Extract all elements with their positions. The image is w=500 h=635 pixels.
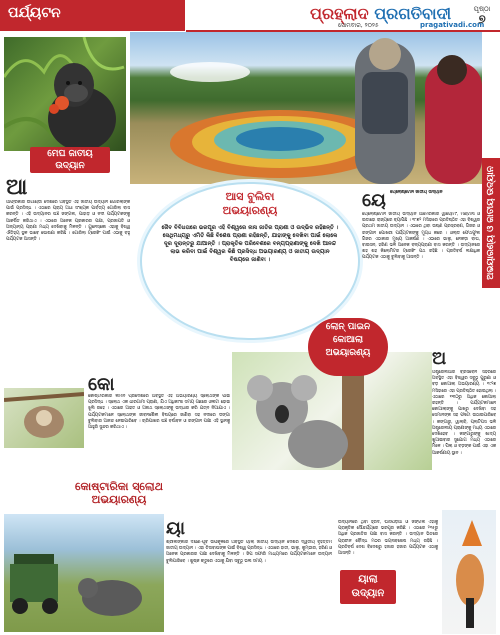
gorilla-label-line2: ଉଦ୍ୟାନ	[55, 161, 85, 171]
hoopoe-illustration	[442, 510, 496, 634]
sloth-headline-line1: କୋଷ୍ଟାରିକା ସ୍ଲୋଥ	[75, 480, 163, 493]
page-number-box	[470, 4, 494, 24]
hoopoe-bird-photo	[442, 510, 496, 634]
sloth-headline	[4, 480, 234, 506]
koala-label-line1: ଲୋନ୍ ପାଇନ	[325, 322, 371, 332]
yala-dropcap: ୟା	[166, 518, 185, 539]
website-url[interactable]: pragativadi.com	[420, 21, 485, 29]
yala-label-line1: ୟାଲା	[358, 574, 378, 585]
safari-illustration	[4, 514, 164, 632]
yellowstone-dropcap: ୟେ	[362, 190, 386, 211]
main-headline	[190, 190, 310, 218]
page-number: ୭	[478, 12, 486, 26]
headline-line1: ଆସ ବୁଲିବା	[225, 190, 275, 203]
koala-article-text: ଅଷ୍ଟ୍ରେଲିଆର ବ୍ରିସବେନ ସହରରେ ଅବସ୍ଥିତ ଏହା ବିଶ୍ୱର ସବୁଠୁ ପୁରୁଣା ଓ ବଡ଼ କୋଆଲା ଅଭୟାରଣ୍ୟ । ୧୯୨୭ ମସିହାରେ ଏହା ପ୍ରତିଷ୍ଠିତ ହୋଇଥିଲା । ଏଠାରେ ୧୩୦ରୁ ଅଧିକ କୋଆଲା ରହନ୍ତି । ପର୍ଯ୍ୟଟକମାନେ କୋଆଲାଙ୍କୁ ପାଖରୁ ଦେଖିବା ସହ ସେମାନଙ୍କ ସହ ଫଟୋ ଉଠାଇପାରିବେ । କଙ୍ଗାରୁ, ୱାଲାବି, ପ୍ଲାଟିପସ ଭଳି ଅଷ୍ଟ୍ରେଲୀୟ ପ୍ରାଣୀଙ୍କୁ ମଧ୍ୟ ଏଠାରେ ଦେଖିହେବ । କଙ୍ଗାରୁଙ୍କୁ ଖାଦ୍ୟ ଖୁଆଇବାର ସୁଯୋଗ ମଧ୍ୟ ଏଠାରେ ମିଳେ । ପିଲା ଓ ବଡ଼ଙ୍କ ପାଇଁ ଏହା ଏକ ଆକର୍ଷଣୀୟ ସ୍ଥାନ ।	[432, 370, 496, 456]
yala-photo	[4, 514, 164, 632]
sloth-illustration	[4, 388, 84, 448]
yellowstone-photo	[130, 32, 482, 184]
page-label: ପୃଷ୍ଠା	[473, 5, 491, 13]
intro-text: ଜୈବ ବିବିଧତାରେ ଭରପୂର ଏହି ବିଶ୍ୱରେ ନାନା ଜାତିର ପ୍ରାଣୀ ଓ ଉଦ୍ଭିଦ ରହିଛନ୍ତି । ସେଥିମଧ୍ୟରୁ ଏମିତି କିଛି ବିଶେଷ ପ୍ରାଣୀ ରହିଛନ୍ତି, ଯାହାଙ୍କୁ ଦେଖିବା ପାଇଁ ଲୋକେ ଦୂର ଦୂରାନ୍ତରୁ ଯାଆନ୍ତି । ପ୍ରାକୃତିକ ପରିବେଶରେ ବନ୍ୟପ୍ରାଣୀଙ୍କୁ ଦେଖି ଆନନ୍ଦ ଲାଭ କରିବା ପାଇଁ ବିଶ୍ୱର କିଛି ପ୍ରସିଦ୍ଧ ଅଭୟାରଣ୍ୟ ଓ ଜାତୀୟ ଉଦ୍ୟାନ ବିଷୟରେ ଜାଣିବା ।	[161, 225, 339, 263]
sloth-headline-line2: ଅଭୟାରଣ୍ୟ	[91, 493, 147, 506]
gorilla-label	[30, 147, 110, 173]
issue-date: ସୋମବାର, ୨୦୨୫	[338, 22, 379, 29]
koala-label-line2: କୋଆଲା	[333, 335, 363, 345]
gorilla-label-line1: ମେଘ ଜାତୀୟ	[47, 149, 93, 159]
sloth-article-text: କୋଷ୍ଟାରିକାର ଲିମନ ପ୍ରଦେଶରେ ଅବସ୍ଥିତ ଏହି ଅଭୟାରଣ୍ୟ ସ୍ଲୋଥଙ୍କ ପାଇଁ ପ୍ରସିଦ୍ଧ । ସ୍ଲୋଥ ଏକ ଧୀରଗାମୀ ପ୍ରାଣୀ, ଯିଏ ଅଧିକାଂଶ ସମୟ ଗଛରେ ଓଲଟା ହୋଇ ଝୁଲି ରହେ । ଏଠାରେ ଆହତ ଓ ଅନାଥ ସ୍ଲୋଥଙ୍କୁ ଉଦ୍ଧାର କରି ଯତ୍ନ ନିଆଯାଏ । ପର୍ଯ୍ୟଟକମାନେ ସ୍ଲୋଥଙ୍କ ଜୀବନଶୈଳୀ ବିଷୟରେ ଜାଣିବା ସହ ନଦୀରେ ଡଙ୍ଗା ବୁଲିବାର ଆନନ୍ଦ ନେଇପାରିବେ । ଚାରିପାଖର ଘଞ୍ଚ ବର୍ଷାବନ ଓ ରଙ୍ଗୀନ ପକ୍ଷୀ ଏହି ସ୍ଥାନକୁ ଆହୁରି ସୁନ୍ଦର କରିଥାଏ ।	[88, 394, 230, 431]
side-section-label: ଅଭୟାରଣ୍ୟ ଓ ଜାତୀୟ ଉଦ୍ୟାନ	[486, 166, 496, 280]
side-section-band	[482, 158, 500, 288]
sloth-dropcap: କୋ	[88, 374, 115, 395]
section-title: ପର୍ଯ୍ୟଟନ	[8, 5, 61, 21]
yala-text-left: ଶ୍ରୀଲଙ୍କାର ଦକ୍ଷିଣ-ପୂର୍ବ ଉପକୂଳରେ ଅବସ୍ଥିତ ୟାଲା ଜାତୀୟ ଉଦ୍ୟାନ ଦେଶର ଦ୍ୱିତୀୟ ବୃହତ୍ତମ ଜାତୀୟ ଉଦ୍ୟାନ । ଏହା ଚିତାବାଘଙ୍କ ପାଇଁ ବିଶ୍ୱ ପ୍ରସିଦ୍ଧ । ଏଠାରେ ହାତୀ, ଭାଲୁ, କୁମ୍ଭୀର, ହରିଣ ଓ ଅନେକ ପ୍ରକାରର ପକ୍ଷୀ ଦେଖିବାକୁ ମିଳନ୍ତି । ଜିପ ସଫାରି ମାଧ୍ୟମରେ ପର୍ଯ୍ୟଟକମାନେ ଉଦ୍ୟାନ ବୁଲିପାରିବେ । ଶୁଷ୍କ ଋତୁରେ ଏଠାକୁ ଯିବା ସବୁଠୁ ଭଲ ସମୟ ।	[166, 540, 332, 564]
headline-line2: ଅଭୟାରଣ୍ୟ	[222, 204, 278, 217]
hot-spring-illustration	[130, 32, 482, 184]
logo-part-1: ପ୍ରହ୍ଲାଦ	[310, 4, 369, 23]
section-header	[0, 0, 185, 31]
yala-label	[340, 570, 396, 604]
gorilla-article-text: ଆଫ୍ରିକାର ଉଗାଣ୍ଡା ଦେଶରେ ଅବସ୍ଥିତ ଏହି ଜାତୀୟ ଉଦ୍ୟାନ ଗୋରିଲାଙ୍କ ପାଇଁ ପ୍ରସିଦ୍ଧ । ଏଠାରେ ପ୍ରାୟ ଅଧା ସଂଖ୍ୟକ ପାର୍ବତ୍ୟ ଗୋରିଲା ବାସ କରନ୍ତି । ଏହି ଉଦ୍ୟାନର ଘଞ୍ଚ ଜଙ୍ଗଲ, ପାହାଡ଼ ଓ ନଦୀ ପର୍ଯ୍ୟଟକଙ୍କୁ ଆକର୍ଷିତ କରିଥାଏ । ଏଠାରେ ଅନେକ ପ୍ରକାରର ପକ୍ଷୀ, ପ୍ରଜାପତି ଓ ଅନ୍ୟାନ୍ୟ ପ୍ରାଣୀ ମଧ୍ୟ ଦେଖିବାକୁ ମିଳନ୍ତି । ୟୁନେସ୍କୋ ଏହାକୁ ବିଶ୍ୱ ଐତିହ୍ୟ ସ୍ଥଳ ଭାବେ ଘୋଷଣା କରିଛି । ଗୋରିଲା ଟ୍ରେକିଂ ପାଇଁ ଏଠାକୁ ବହୁ ପର୍ଯ୍ୟଟକ ଆସନ୍ତି ।	[6, 200, 130, 243]
koala-label-line3: ଅଭୟାରଣ୍ୟ	[325, 348, 371, 358]
yellowstone-article-text: ୟେଲୋଷ୍ଟୋନ ଜାତୀୟ ଉଦ୍ୟାନ ଆମେରିକାର ୱାୟୋମିଂ, ମଣ୍ଟାନା ଓ ଇଡାହୋ ରାଜ୍ୟରେ ବ୍ୟାପିଛି । ୧୮୭୨ ମସିହାରେ ପ୍ରତିଷ୍ଠିତ ଏହା ବିଶ୍ୱର ପ୍ରଥମ ଜାତୀୟ ଉଦ୍ୟାନ । ଏଠାରେ ଥିବା ଉଷ୍ଣ ପ୍ରସ୍ରବଣ, ଗିଜର ଓ ରଙ୍ଗୀନ ପୋଖରୀ ପର୍ଯ୍ୟଟକଙ୍କୁ ମୁଗ୍ଧ କରେ । ଓଲ୍ଡ ଫେଥଫୁଲ ଗିଜର ଏଠାକାର ମୁଖ୍ୟ ଆକର୍ଷଣ । ଏଠାରେ ଭାଲୁ, ନେକଡ଼ା ବାଘ, ବାଇସନ, ହରିଣ ଭଳି ଅନେକ ବନ୍ୟପ୍ରାଣୀ ବାସ କରନ୍ତି । ଉଦ୍ୟାନରେ ଶହ ଶହ କିଲୋମିଟର ଟ୍ରେକିଂ ପଥ ରହିଛି । ପ୍ରତିବର୍ଷ ଲକ୍ଷାଧିକ ପର୍ଯ୍ୟଟକ ଏଠାକୁ ବୁଲିବାକୁ ଆସନ୍ତି ।	[362, 212, 480, 261]
koala-dropcap: ଅ	[432, 348, 447, 369]
yellowstone-title: ୟେଲୋଷ୍ଟୋନ ଜାତୀୟ ଉଦ୍ୟାନ	[390, 190, 443, 195]
gorilla-photo	[4, 37, 126, 151]
yala-text-right: ଉଦ୍ୟାନରେ ଥିବା ହ୍ରଦ, ଘାସପଡ଼ିଆ ଓ ଜଙ୍ଗଲ ଏହାକୁ ପ୍ରାକୃତିକ ସୌନ୍ଦର୍ଯ୍ୟରେ ଭରପୂର କରିଛି । ଏଠାରେ ୨୧୫ରୁ ଅଧିକ ପ୍ରଜାତିର ପକ୍ଷୀ ବାସ କରନ୍ତି । ଉଦ୍ୟାନ ଭିତରେ ପ୍ରାଚୀନ ବୌଦ୍ଧ ମଠର ଭଗ୍ନାବଶେଷ ମଧ୍ୟ ରହିଛି । ପ୍ରତିବର୍ଷ ଦେଶ ବିଦେଶରୁ ହଜାର ହଜାର ପର୍ଯ୍ୟଟକ ଏଠାକୁ ଆସନ୍ତି ।	[338, 520, 438, 557]
yala-label-line2: ଉଦ୍ୟାନ	[351, 588, 385, 599]
koala-label	[308, 318, 388, 376]
logo-part-2: ପ୍ରଗତିବାଦୀ	[374, 4, 452, 23]
gorilla-dropcap: ଆ	[6, 175, 28, 200]
sloth-photo	[4, 388, 84, 448]
gorilla-illustration	[4, 37, 126, 151]
